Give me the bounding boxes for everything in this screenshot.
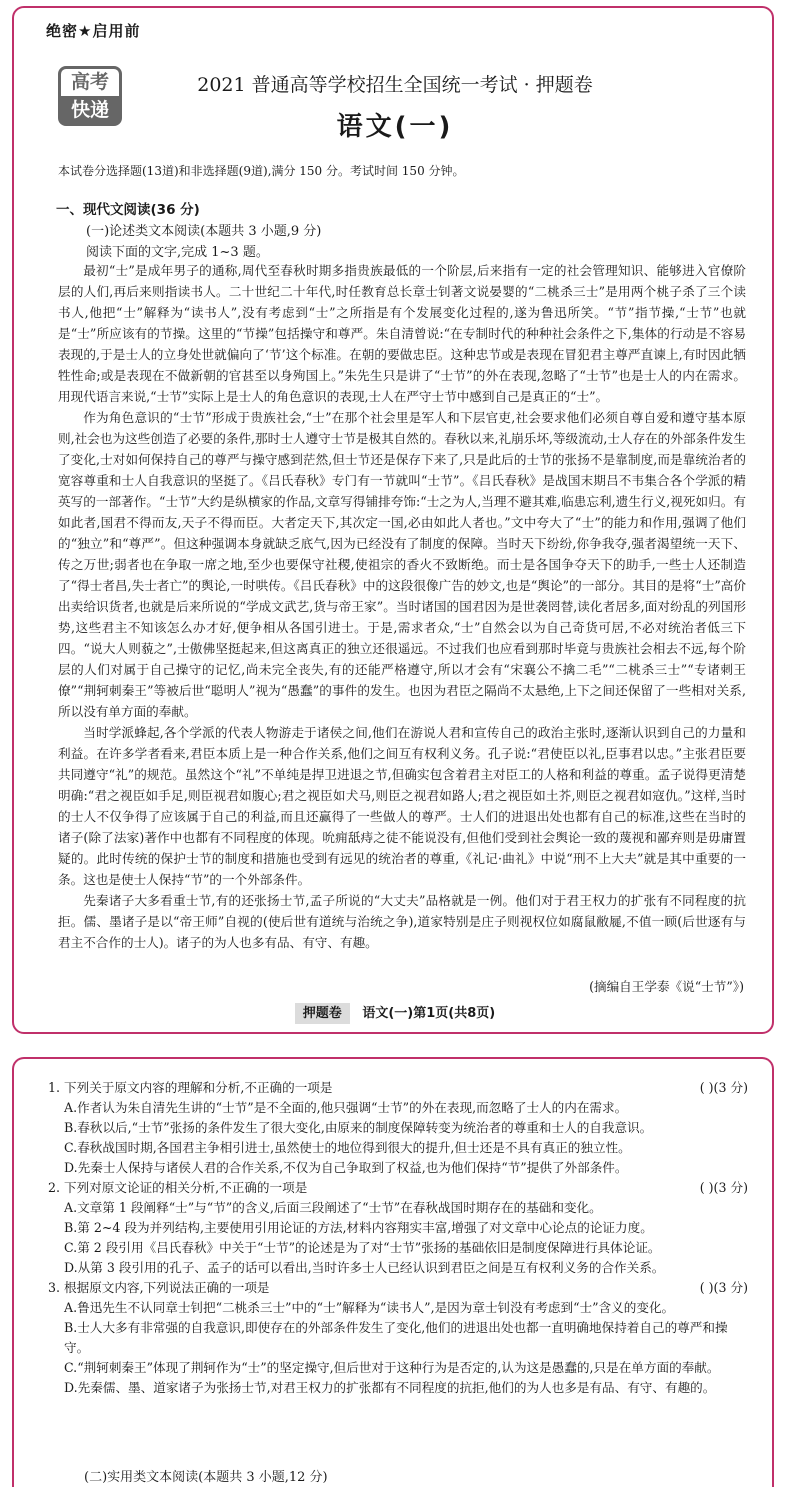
option-b <box>48 1318 748 1358</box>
logo-top-text: 高考 <box>58 66 122 96</box>
question-text: 1. 下列关于原文内容的理解和分析,不正确的一项是 <box>48 1080 333 1095</box>
subsection-title: (一)论述类文本阅读(本题共 3 小题,9 分) <box>86 224 322 239</box>
question-text: 2. 下列对原文论证的相关分析,不正确的一项是 <box>48 1180 308 1195</box>
option-label: D. <box>64 1260 78 1275</box>
option-a <box>48 1198 748 1218</box>
exam-title: 2021 普通高等学校招生全国统一考试 · 押题卷 <box>197 74 593 96</box>
option-b <box>48 1218 748 1238</box>
question-stem <box>48 1278 748 1298</box>
option-text: 从第 3 段引用的孔子、孟子的话可以看出,当时许多士人已经认识到君臣之间是互有权利义务的合作关系。 <box>77 1260 665 1275</box>
option-label: A. <box>64 1200 78 1215</box>
question-2 <box>48 1178 748 1278</box>
option-text: 先秦儒、墨、道家诸子为张扬士节,对君王权力的扩张都有不同程度的抗拒,他们的为人也多是有品、有守、有趣的。 <box>77 1380 716 1395</box>
exam-note: 本试卷分选择题(13道)和非选择题(9道),满分 150 分。考试时间 150 分钟。 <box>58 164 465 178</box>
footer-page-text: 语文(一)第1页(共8页) <box>362 1006 496 1021</box>
option-label: B. <box>64 1220 78 1235</box>
option-c <box>48 1238 748 1258</box>
option-label: D. <box>64 1160 78 1175</box>
question-text: 3. 根据原文内容,下列说法正确的一项是 <box>48 1280 270 1295</box>
question-stem <box>48 1178 748 1198</box>
option-text: 第 2~4 段为并列结构,主要使用引用论证的方法,材料内容翔实丰富,增强了对文章中心论点的论证力度。 <box>77 1220 653 1235</box>
option-d <box>48 1258 748 1278</box>
option-a <box>48 1298 748 1318</box>
section-title: 一、现代文阅读(36 分) <box>56 202 200 218</box>
logo-bottom-text: 快递 <box>58 96 122 126</box>
option-d <box>48 1378 748 1398</box>
option-label: C. <box>64 1140 78 1155</box>
option-text: 春秋战国时期,各国君主争相引进士,虽然使士的地位得到很大的提升,但士还是不具有真正的独立性。 <box>77 1140 631 1155</box>
option-label: C. <box>64 1240 78 1255</box>
option-c <box>48 1358 748 1378</box>
option-d <box>48 1158 748 1178</box>
question-list <box>48 1078 748 1398</box>
option-text: 春秋以后,“士节”张扬的条件发生了很大变化,由原来的制度保障转变为统治者的尊重和士人的自我意识。 <box>77 1120 653 1135</box>
option-text: “荆轲刺秦王”体现了荆轲作为“士”的坚定操守,但后世对于这种行为是否定的,认为这是愚蠢的,只是在单方面的奉献。 <box>77 1360 720 1375</box>
passage-paragraph: 最初“士”是成年男子的通称,周代至春秋时期多指贵族最低的一个阶层,后来指有一定的社会管理知识、能够进入官僚阶层的人们,再后来则指读书人。二十世纪二十年代,时任教育总长章士钊著文说晏婴的“二桃杀三士”是用两个桃子杀了三个读书人,他把“士”解释为“读书人”,没有考虑到“士”之所指是有个发展变化过程的,遂为鲁迅所笑。“节”指节操,“士节”也就是“士”所应该有的节操。这里的“节操”包括操守和尊严。朱自清曾说:“在专制时代的种种社会条件之下,集体的行动是不容易表现的,于是士人的立身处世就偏向了‘节’这个标准。在朝的要做忠臣。这种忠节或是表现在冒犯君主尊严直谏上,有时因此牺牲性命;或是表现在不做新朝的官甚至以身殉国上。”朱先生只是讲了“士节”的外在表现,忽略了“士节”也是士人的内在需求。用现代语言来说,“士节”实际上是士人的角色意识的表现,士人在严守士节中感到自己是真正的“士”。 <box>58 263 746 404</box>
subsection-title-2: (二)实用类文本阅读(本题共 3 小题,12 分) <box>84 1470 328 1485</box>
option-label: B. <box>64 1120 78 1135</box>
option-label: A. <box>64 1300 78 1315</box>
option-label: C. <box>64 1360 78 1375</box>
option-text: 鲁迅先生不认同章士钊把“二桃杀三士”中的“士”解释为“读书人”,是因为章士钊没有考虑到“士”含义的变化。 <box>77 1300 675 1315</box>
footer-tag: 押题卷 <box>295 1003 350 1024</box>
question-stem <box>48 1078 748 1098</box>
passage-paragraph: 当时学派蜂起,各个学派的代表人物游走于诸侯之间,他们在游说人君和宣传自己的政治主张时,逐渐认识到自己的力量和利益。在许多学者看来,君臣本质上是一种合作关系,他们之间互有权利义务。孔子说:“君使臣以礼,臣事君以忠。”主张君臣要共同遵守“礼”的规范。虽然这个“礼”不单纯是捍卫进退之节,但确实包含着君主对臣工的人格和利益的尊重。孟子说得更清楚明确:“君之视臣如手足,则臣视君如腹心;君之视臣如犬马,则臣之视君如路人;君之视臣如土芥,则臣之视君如寇仇。”这样,当时的士人不仅争得了应该属于自己的利益,而且还赢得了一些做人的尊严。士人们的进退出处也都有自己的标准,这些在当时的诸子(除了法家)著作中也都有不同程度的体现。吮痈舐痔之徒不能说没有,但他们受到社会舆论一致的蔑视和鄙弃则是毋庸置疑的。此时传统的保护士节的制度和措施也受到有远见的统治者的尊重,《礼记·曲礼》中说“刑不上大夫”就是其中重要的一条。这也是使士人保持“节”的一个外部条件。 <box>58 725 746 887</box>
question-1 <box>48 1078 748 1178</box>
answer-blank-score: ( )(3 分) <box>699 1180 748 1195</box>
reading-instruction: 阅读下面的文字,完成 1~3 题。 <box>86 245 269 260</box>
option-text: 作者认为朱自清先生讲的“士节”是不全面的,他只强调“士节”的外在表现,而忽略了士人的内在需求。 <box>77 1100 628 1115</box>
option-text: 第 2 段引用《吕氏春秋》中关于“士节”的论述是为了对“士节”张扬的基础依旧是制度保障进行具体论证。 <box>77 1240 661 1255</box>
answer-blank-score: ( )(3 分) <box>699 1280 748 1295</box>
option-c <box>48 1138 748 1158</box>
option-label: D. <box>64 1380 78 1395</box>
reading-passage <box>58 260 746 953</box>
option-text: 先秦士人保持与诸侯人君的合作关系,不仅为自己争取到了权益,也为他们保持“节”提供了外部条件。 <box>77 1160 628 1175</box>
answer-blank-score: ( )(3 分) <box>699 1080 748 1095</box>
option-label: A. <box>64 1100 78 1115</box>
option-text: 文章第 1 段阐释“士”与“节”的含义,后面三段阐述了“士节”在春秋战国时期存在的基础和变化。 <box>77 1200 602 1215</box>
question-3 <box>48 1278 748 1398</box>
page-footer <box>0 1002 790 1021</box>
subject-title: 语文(一) <box>336 112 454 142</box>
option-b <box>48 1118 748 1138</box>
option-label: B. <box>64 1320 78 1335</box>
passage-paragraph: 先秦诸子大多看重士节,有的还张扬士节,孟子所说的“大丈夫”品格就是一例。他们对于君王权力的扩张有不同程度的抗拒。儒、墨诸子是以“帝王师”自视的(使后世有道统与治统之争),道家特别是庄子则视权位如腐鼠敝屣,不值一顾(后世逐有与君主不合作的士人)。诸子的为人也多有品、有守、有趣。 <box>58 893 746 950</box>
option-a <box>48 1098 748 1118</box>
option-text: 士人大多有非常强的自我意识,即使存在的外部条件发生了变化,他们的进退出处也都一直明确地保持着自己的尊严和操守。 <box>64 1320 728 1355</box>
passage-paragraph: 作为角色意识的“士节”形成于贵族社会,“士”在那个社会里是军人和下层官吏,社会要求他们必须自尊自爱和遵守基本原则,社会也为这些创造了必要的条件,那时士人遵守士节是极其自然的。春秋以来,礼崩乐坏,等级流动,士人存在的外部条件发生了变化,士对如何保持自己的尊严与操守感到茫然,但士节还是保存下来了,只是此后的士节的张扬不是靠制度,而是靠统治者的宽容尊重和士人自我意识的坚挺了。《吕氏春秋》专门有一节就叫“士节”。《吕氏春秋》是战国末期吕不韦集合各个学派的精英写的一部著作。“士节”大约是纵横家的作品,文章写得铺排夸饰:“士之为人,当理不避其难,临患忘利,遗生行义,视死如归。有如此者,国君不得而友,天子不得而臣。大者定天下,其次定一国,必由如此人者也。”文中夸大了“士”的能力和作用,强调了他们的“独立”和“尊严”。但这种强调本身就缺乏底气,因为已经没有了制度的保障。当时天下纷纷,你争我夺,强者渴望统一天下、传之万世;弱者也在争取一席之地,至少也要保守社稷,使祖宗的香火不致断绝。而士是各国争夺天下的助手,一些士人还制造了“得士者昌,失士者亡”的舆论,一时哄传。《吕氏春秋》中的这段很像广告的妙文,也是“舆论”的一部分。其目的是将“士”高价出卖给识货者,也就是后来所说的“学成文武艺,货与帝王家”。当时诸国的国君因为是世袭罔替,读化者居多,面对纷乱的列国形势,这些君主不知该怎么办才好,便争相从各国引进士。于是,需求者众,“士”自然会以为自己奇货可居,不必对统治者低三下四。“说大人则藐之”,士傲佛坚挺起来,但这离真正的独立还很遥远。不过我们也应看到那时毕竟与贵族社会相去不远,每个阶层的人们对属于自己操守的记忆,尚未完全丧失,有的还能严格遵守,所以才会有“宋襄公不擒二毛”“二桃杀三士”“专诸刺王僚”“荆轲刺秦王”等被后世“聪明人”视为“愚蠢”的事件的发生。也因为君臣之隔尚不太悬绝,上下之间还保留了一些相对关系,所以没有单方面的奉献。 <box>58 410 746 719</box>
passage-source: (摘编自王学泰《说“士节”》) <box>589 979 744 994</box>
confidential-label: 绝密★启用前 <box>46 22 141 40</box>
